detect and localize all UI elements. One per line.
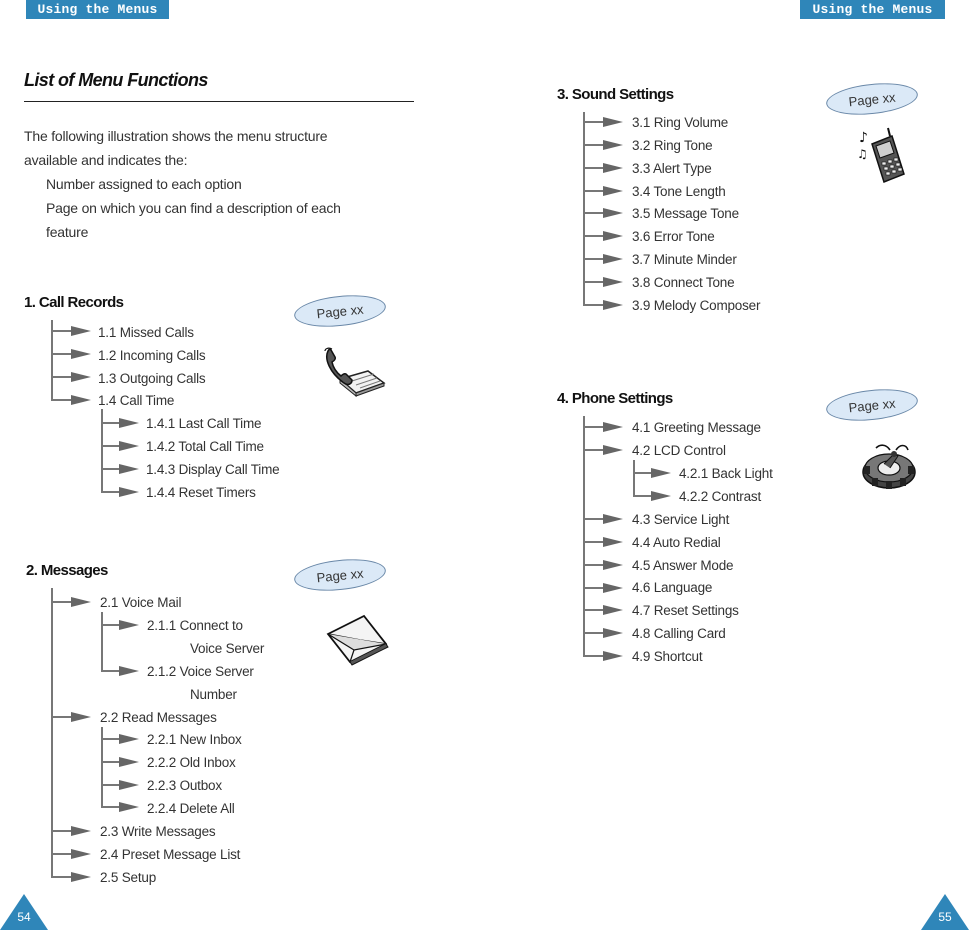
- svg-text:♫: ♫: [857, 147, 868, 161]
- arrow-icon: [119, 464, 139, 474]
- settings-gear-icon: [860, 440, 918, 492]
- menu-item-4-2: 4.2 LCD Control: [632, 443, 726, 458]
- menu-item-4-6: 4.6 Language: [632, 580, 713, 595]
- arrow-icon: [71, 372, 91, 382]
- tree-connector: [51, 830, 73, 832]
- tree-connector: [583, 609, 605, 611]
- arrow-icon: [603, 514, 623, 524]
- arrow-icon: [603, 560, 623, 570]
- section-title-phone-settings: 4. Phone Settings: [557, 390, 673, 407]
- tree-connector: [101, 445, 121, 447]
- tree-connector: [101, 491, 121, 493]
- tree-connector: [101, 806, 121, 808]
- tree-connector: [583, 632, 605, 634]
- menu-item-3-4: 3.4 Tone Length: [632, 184, 726, 199]
- tree-connector: [583, 167, 605, 169]
- tree-connector: [51, 853, 73, 855]
- tree-connector: [101, 761, 121, 763]
- menu-item-4-4: 4.4 Auto Redial: [632, 535, 721, 550]
- menu-item-2-1: 2.1 Voice Mail: [100, 595, 182, 610]
- arrow-icon: [71, 872, 91, 882]
- menu-item-3-1: 3.1 Ring Volume: [632, 115, 729, 130]
- arrow-icon: [603, 277, 623, 287]
- menu-item-3-5: 3.5 Message Tone: [632, 206, 739, 221]
- tree-connector: [583, 144, 605, 146]
- tree-connector: [583, 258, 605, 260]
- arrow-icon: [119, 780, 139, 790]
- arrow-icon: [119, 620, 139, 630]
- tree-connector: [583, 416, 585, 656]
- tree-connector: [583, 518, 605, 520]
- tree-connector: [51, 320, 53, 401]
- tree-connector: [101, 468, 121, 470]
- title-divider: [24, 101, 414, 102]
- menu-item-4-5: 4.5 Answer Mode: [632, 558, 734, 573]
- intro-line-4: Page on which you can find a description of each: [46, 200, 341, 216]
- svg-text:♪: ♪: [859, 130, 868, 146]
- menu-item-4-9: 4.9 Shortcut: [632, 649, 703, 664]
- menu-item-3-2: 3.2 Ring Tone: [632, 138, 713, 153]
- arrow-icon: [603, 300, 623, 310]
- tree-connector: [583, 112, 585, 305]
- section-title-call-records: 1. Call Records: [24, 294, 124, 311]
- tree-connector: [583, 587, 605, 589]
- page-ref-badge-phone-settings: Page xx: [825, 385, 920, 424]
- arrow-icon: [603, 445, 623, 455]
- menu-item-4-7: 4.7 Reset Settings: [632, 603, 739, 618]
- menu-item-2-3: 2.3 Write Messages: [100, 824, 216, 839]
- tree-connector: [583, 212, 605, 214]
- menu-item-1-4-3: 1.4.3 Display Call Time: [146, 462, 280, 477]
- tree-connector: [583, 564, 605, 566]
- arrow-icon: [119, 441, 139, 451]
- tree-connector: [101, 612, 103, 672]
- arrow-icon: [71, 395, 91, 405]
- arrow-icon: [603, 651, 623, 661]
- page-ref-badge-messages: Page xx: [293, 555, 388, 594]
- arrow-icon: [71, 597, 91, 607]
- section-title-messages: 2. Messages: [26, 562, 108, 579]
- menu-item-3-8: 3.8 Connect Tone: [632, 275, 735, 290]
- tree-connector: [51, 716, 73, 718]
- page-number-left: 54: [17, 910, 31, 924]
- tree-connector: [51, 353, 73, 355]
- arrow-icon: [603, 163, 623, 173]
- arrow-icon: [119, 734, 139, 744]
- header-tab-right: Using the Menus: [800, 0, 945, 19]
- arrow-icon: [119, 757, 139, 767]
- arrow-icon: [119, 802, 139, 812]
- arrow-icon: [603, 537, 623, 547]
- arrow-icon: [71, 349, 91, 359]
- menu-item-2-2-4: 2.2.4 Delete All: [147, 801, 235, 816]
- menu-item-1-2: 1.2 Incoming Calls: [98, 348, 206, 363]
- menu-item-1-4: 1.4 Call Time: [98, 393, 175, 408]
- arrow-icon: [603, 231, 623, 241]
- tree-connector: [101, 670, 121, 672]
- menu-item-2-2: 2.2 Read Messages: [100, 710, 217, 725]
- menu-item-2-1-1-cont: Voice Server: [190, 641, 265, 656]
- tree-connector: [583, 655, 605, 657]
- tree-connector: [101, 738, 121, 740]
- tree-connector: [51, 601, 73, 603]
- intro-line-2: available and indicates the:: [24, 152, 188, 168]
- tree-connector: [583, 121, 605, 123]
- menu-item-3-9: 3.9 Melody Composer: [632, 298, 761, 313]
- tree-connector: [583, 190, 605, 192]
- menu-item-4-8: 4.8 Calling Card: [632, 626, 726, 641]
- tree-connector: [101, 624, 121, 626]
- page-ref-badge-call-records: Page xx: [293, 291, 388, 330]
- tree-connector: [51, 399, 73, 401]
- menu-item-2-2-1: 2.2.1 New Inbox: [147, 732, 242, 747]
- arrow-icon: [119, 487, 139, 497]
- tree-connector: [583, 304, 605, 306]
- envelope-icon: [324, 610, 390, 666]
- intro-line-5: feature: [46, 224, 89, 240]
- arrow-icon: [603, 117, 623, 127]
- menu-item-2-1-1: 2.1.1 Connect to: [147, 618, 243, 633]
- arrow-icon: [71, 849, 91, 859]
- arrow-icon: [119, 418, 139, 428]
- tree-connector: [583, 449, 605, 451]
- arrow-icon: [603, 208, 623, 218]
- arrow-icon: [71, 826, 91, 836]
- header-tab-left: Using the Menus: [26, 0, 169, 19]
- tree-connector: [583, 541, 605, 543]
- arrow-icon: [603, 583, 623, 593]
- tree-connector: [633, 495, 653, 497]
- tree-connector: [583, 235, 605, 237]
- tree-connector: [633, 472, 653, 474]
- section-title-sound-settings: 3. Sound Settings: [557, 86, 674, 103]
- menu-item-4-3: 4.3 Service Light: [632, 512, 730, 527]
- tree-connector: [583, 281, 605, 283]
- arrow-icon: [603, 186, 623, 196]
- arrow-icon: [603, 422, 623, 432]
- intro-line-3: Number assigned to each option: [46, 176, 242, 192]
- tree-connector: [51, 588, 53, 878]
- arrow-icon: [71, 326, 91, 336]
- arrow-icon: [603, 254, 623, 264]
- menu-item-1-3: 1.3 Outgoing Calls: [98, 371, 206, 386]
- menu-item-2-2-2: 2.2.2 Old Inbox: [147, 755, 236, 770]
- arrow-icon: [603, 140, 623, 150]
- menu-item-2-1-2: 2.1.2 Voice Server: [147, 664, 254, 679]
- menu-item-1-4-1: 1.4.1 Last Call Time: [146, 416, 262, 431]
- menu-item-3-6: 3.6 Error Tone: [632, 229, 715, 244]
- ringing-phone-icon: [856, 126, 910, 186]
- menu-item-1-4-4: 1.4.4 Reset Timers: [146, 485, 256, 500]
- tree-connector: [633, 460, 635, 496]
- page-ref-badge-sound-settings: Page xx: [825, 79, 920, 118]
- arrow-icon: [651, 468, 671, 478]
- phone-book-icon: [322, 343, 388, 397]
- arrow-icon: [71, 712, 91, 722]
- menu-item-2-1-2-cont: Number: [190, 687, 237, 702]
- arrow-icon: [651, 491, 671, 501]
- menu-item-4-1: 4.1 Greeting Message: [632, 420, 761, 435]
- tree-connector: [101, 422, 121, 424]
- menu-item-2-2-3: 2.2.3 Outbox: [147, 778, 222, 793]
- arrow-icon: [119, 666, 139, 676]
- menu-item-3-3: 3.3 Alert Type: [632, 161, 712, 176]
- arrow-icon: [603, 605, 623, 615]
- tree-connector: [51, 376, 73, 378]
- page-number-right: 55: [938, 910, 952, 924]
- menu-item-4-2-1: 4.2.1 Back Light: [679, 466, 773, 481]
- tree-connector: [51, 876, 73, 878]
- arrow-icon: [603, 628, 623, 638]
- menu-item-1-1: 1.1 Missed Calls: [98, 325, 194, 340]
- tree-connector: [101, 784, 121, 786]
- menu-item-3-7: 3.7 Minute Minder: [632, 252, 737, 267]
- tree-connector: [51, 330, 73, 332]
- menu-item-1-4-2: 1.4.2 Total Call Time: [146, 439, 264, 454]
- page-title: List of Menu Functions: [24, 70, 208, 90]
- menu-item-4-2-2: 4.2.2 Contrast: [679, 489, 761, 504]
- menu-item-2-4: 2.4 Preset Message List: [100, 847, 241, 862]
- tree-connector: [583, 426, 605, 428]
- intro-line-1: The following illustration shows the menu structure: [24, 128, 328, 144]
- menu-item-2-5: 2.5 Setup: [100, 870, 156, 885]
